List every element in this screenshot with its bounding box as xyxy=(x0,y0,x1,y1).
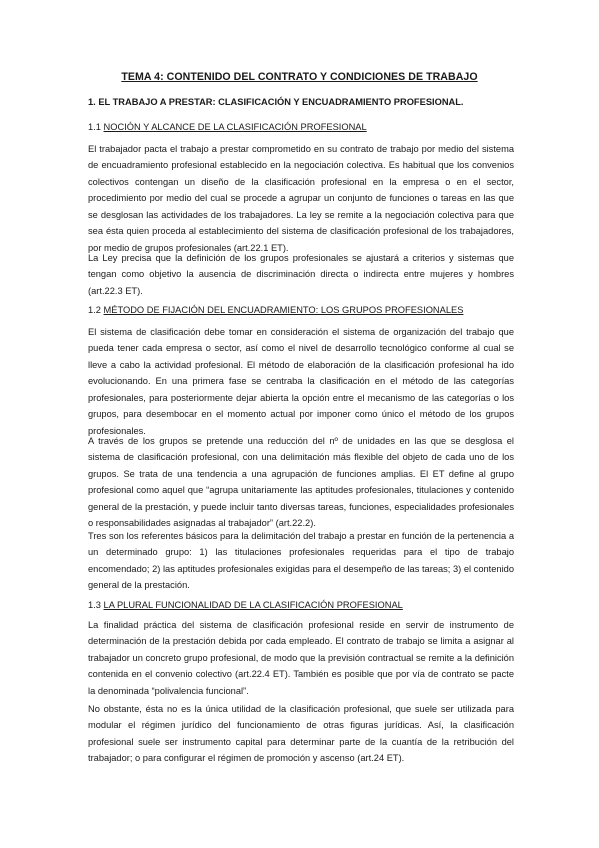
paragraph-1: El trabajador pacta el trabajo a prestar comprometido en su contrato de trabajo por medio del sistema de encuadramiento profesional establecido en la negociación colectiva. Es habitual que los convenios colectivos contengan un diseño de la clasificación profesional en la empresa o en el sector, procedimiento por medio del cual se procede a agrupar un conjunto de funciones o tareas en las que se desglosan las actividades de los trabajadores. La ley se remite a la negociación colectiva para que sea ésta quien proceda al establecimiento del sistema de clasificación profesional de los trabajadores, por medio de grupos profesionales (art.22.1 ET). xyxy=(88,144,514,253)
paragraph-3: El sistema de clasificación debe tomar en consideración el sistema de organización del trabajo que pueda tener cada empresa o sector, así como el nivel de desarrollo tecnológico conforme al cual se lleve a cabo la actividad profesional. El método de elaboración de la clasificación profesional ha ido evolucionando. En una primera fase se centraba la clasificación en el método de las categorías profesionales, para posteriormente dejar abierta la opción entre el mecanismo de las categorías o los grupos, para desembocar en el momento actual por imponer como único el método de los grupos profesionales. xyxy=(88,327,514,436)
subsection-number: 1.1 xyxy=(88,122,101,132)
document-title: TEMA 4: CONTENIDO DEL CONTRATO Y CONDICIONES DE TRABAJO xyxy=(121,71,478,83)
paragraph-2: La Ley precisa que la definición de los grupos profesionales se ajustará a criterios y sistemas que tengan como objetivo la ausencia de discriminación directa o indirecta entre mujeres y hombres (art.22.3 ET). xyxy=(88,253,514,296)
subsection-title: NOCIÓN Y ALCANCE DE LA CLASIFICACIÓN PROFESIONAL xyxy=(103,122,367,132)
subsection-heading-1-2 xyxy=(88,305,463,315)
subsection-heading-1-1 xyxy=(88,122,367,132)
subsection-title: LA PLURAL FUNCIONALIDAD DE LA CLASIFICACIÓN PROFESIONAL xyxy=(103,600,403,610)
paragraph-5: Tres son los referentes básicos para la delimitación del trabajo a prestar en función de la pertenencia a un determinado grupo: 1) las titulaciones profesionales requeridas para el tipo de trabajo encomendado; 2) las aptitudes profesionales exigidas para el desempeño de las tareas; 3) el contenido general de la prestación. xyxy=(88,531,514,591)
paragraph-7: No obstante, ésta no es la única utilidad de la clasificación profesional, que suele ser utilizada para modular el régimen jurídico del funcionamiento de otras figuras jurídicas. Así, la clasificación profesional suele ser instrumento capital para determinar parte de la cuantía de la retribución del trabajador; o para configurar el régimen de promoción y ascenso (art.24 ET). xyxy=(88,704,514,764)
paragraph-6: La finalidad práctica del sistema de clasificación profesional reside en servir de instrumento de determinación de la prestación debida por cada empleado. El contrato de trabajo se limita a asignar al trabajador un concreto grupo profesional, de modo que la previsión contractual se remite a la definición contenida en el convenio colectivo (art.22.4 ET). También es posible que por vía de contrato se pacte la denominada “polivalencia funcional”. xyxy=(88,620,514,696)
subsection-number: 1.2 xyxy=(88,305,101,315)
paragraph-4: A través de los grupos se pretende una reducción del nº de unidades en las que se desglosa el sistema de clasificación profesional, con una delimitación más flexible del objeto de cada uno de los grupos. Se trata de una tendencia a una agrupación de funciones amplias. El ET define al grupo profesional como aquel que “agrupa unitariamente las aptitudes profesionales, titulaciones y contenido general de la prestación, y puede incluir tanto diversas tareas, funciones, especialidades profesionales o responsabilidades asignadas al trabajador” (art.22.2). xyxy=(88,436,514,529)
section-heading-1: 1. EL TRABAJO A PRESTAR: CLASIFICACIÓN Y ENCUADRAMIENTO PROFESIONAL. xyxy=(88,97,464,107)
subsection-heading-1-3 xyxy=(88,600,403,610)
subsection-number: 1.3 xyxy=(88,600,101,610)
subsection-title: MÉTODO DE FIJACIÓN DEL ENCUADRAMIENTO: LOS GRUPOS PROFESIONALES xyxy=(103,305,464,315)
